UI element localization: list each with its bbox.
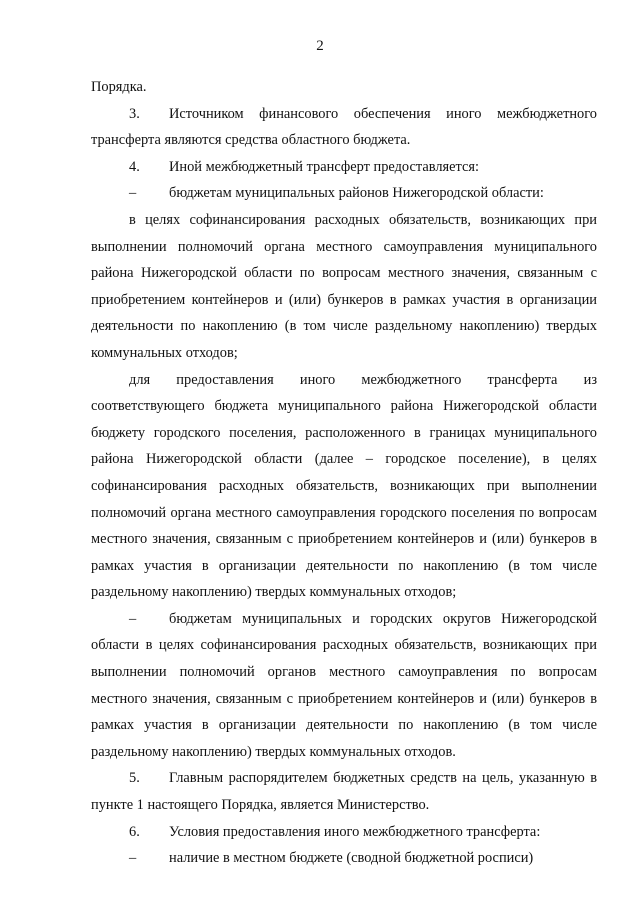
paragraph-text: для предоставления иного межбюджетного трансферта из соответствующего бюджета муниципального района Нижегородской области бюджету городского поселения, расположенного в границах муниципального района Нижегородской области (далее – городское поселение), в целях софинансирования расходных обязательств, возникающих при выполнении полномочий органа местного самоуправления городского поселения по вопросам местного значения, связанным с приобретением контейнеров и (или) бункеров в рамках участия в организации деятельности по накоплению (в том числе раздельному накоплению) твердых коммунальных отходов; (91, 371, 597, 601)
item-number: 4. (129, 158, 140, 175)
paragraph-text: наличие в местном бюджете (сводной бюджетной росписи) (169, 850, 534, 867)
dash-marker: – (129, 185, 137, 202)
paragraph-text: Источником финансового обеспечения иного межбюджетного трансферта являются средства областного бюджета. (91, 105, 597, 149)
paragraph-dash-budget (91, 845, 597, 872)
page-number: 2 (316, 38, 324, 54)
paragraph-dash-districts (91, 180, 597, 207)
paragraph-text: Иной межбюджетный трансферт предоставляется: (169, 158, 479, 175)
paragraph-item-4 (91, 154, 597, 181)
paragraph-text: бюджетам муниципальных и городских округов Нижегородской области в целях софинансирования расходных обязательств, возникающих при выполнении полномочий органов местного самоуправления по вопросам местного значения, связанным с приобретением контейнеров и (или) бункеров в рамках участия в организации деятельности по накоплению (в том числе раздельному накоплению) твердых коммунальных отходов. (91, 610, 597, 760)
paragraph-transfer-to-settlement (91, 367, 597, 606)
paragraph-text: Порядка. (91, 79, 147, 95)
dash-marker: – (129, 850, 137, 867)
paragraph-text: в целях софинансирования расходных обязательств, возникающих при выполнении полномочий органа местного самоуправления муниципального района Нижегородской области по вопросам местного значения, связанным с приобретением контейнеров и (или) бункеров в рамках участия в организации деятельности по накоплению (в том числе раздельному накоплению) твердых коммунальных отходов; (91, 211, 597, 361)
item-number: 3. (129, 105, 140, 122)
document-body (91, 74, 597, 872)
item-number: 6. (129, 823, 140, 840)
paragraph-dash-okrugs (91, 606, 597, 766)
paragraph-continuation (91, 74, 597, 101)
paragraph-cofinancing (91, 207, 597, 367)
paragraph-text: бюджетам муниципальных районов Нижегородской области: (169, 185, 544, 202)
item-number: 5. (129, 770, 140, 787)
paragraph-item-5 (91, 765, 597, 818)
paragraph-text: Главным распорядителем бюджетных средств на цель, указанную в пункте 1 настоящего Порядка, является Министерство. (91, 770, 597, 814)
dash-marker: – (129, 610, 137, 627)
paragraph-item-3 (91, 101, 597, 154)
paragraph-text: Условия предоставления иного межбюджетного трансферта: (169, 823, 541, 840)
paragraph-item-6 (91, 819, 597, 846)
